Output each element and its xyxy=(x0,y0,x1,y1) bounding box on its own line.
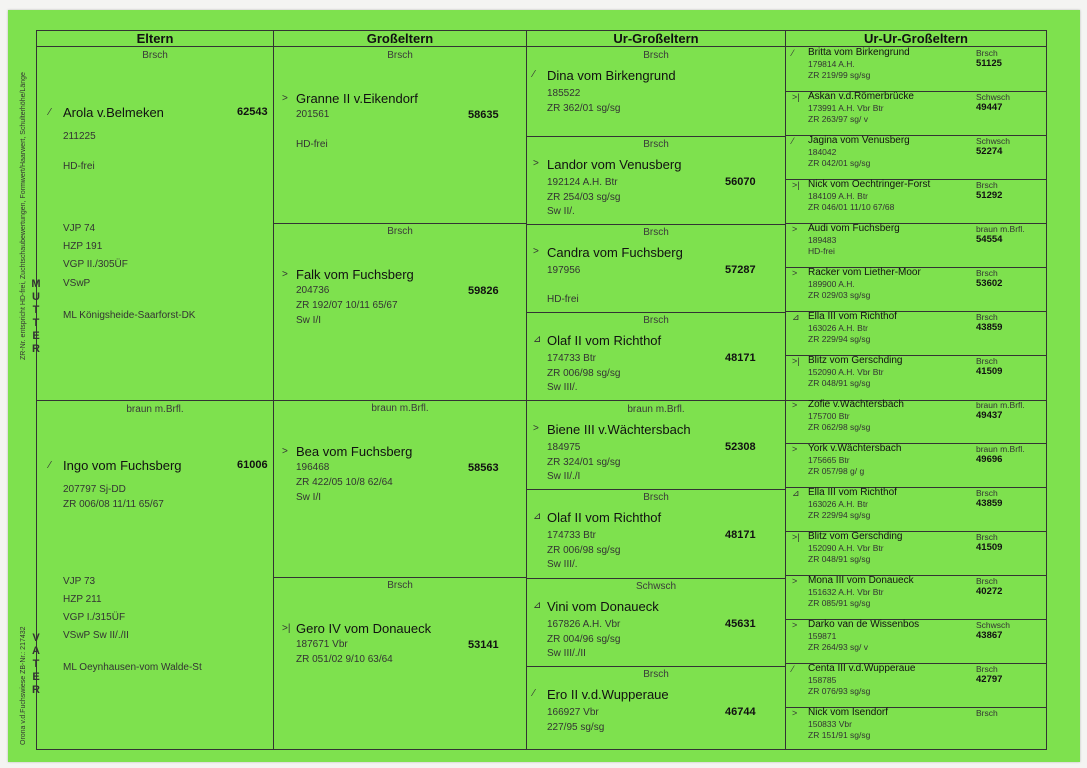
ggg-line2: ZR 263/97 sg/ v xyxy=(808,114,869,124)
ggg-line1: 163026 A.H. Btr xyxy=(808,499,869,509)
ggg-color: Brsch xyxy=(976,356,998,366)
ggg-line1: 152090 A.H. Vbr Btr xyxy=(808,367,884,377)
ggg-name: Racker vom Liether-Moor xyxy=(808,267,921,278)
great-grandparent-cell xyxy=(527,224,785,312)
great-grandparent-color: Brsch xyxy=(643,139,669,150)
great-grandparent-color: Schwsch xyxy=(635,581,676,592)
ggg-line1: 179814 A.H. xyxy=(808,59,855,69)
side-note-bottom: Orona v.d.Fuchswiese ZB-Nr.: 217432 xyxy=(20,626,27,745)
father-cell xyxy=(37,401,273,749)
great-great-grandparent-cell xyxy=(786,487,1046,531)
ggg-line2: HD-frei xyxy=(808,246,835,256)
great-grandparent-color: Brsch xyxy=(643,492,669,503)
ggg-color: Brsch xyxy=(976,180,998,190)
great-grandparent-number: 57287 xyxy=(725,264,756,276)
great-grandparent-cell xyxy=(527,489,785,578)
ggg-name: Mona III vom Donaueck xyxy=(808,575,914,586)
great-grandparent-cell xyxy=(527,136,785,224)
ggg-color: Brsch xyxy=(976,576,998,586)
ggg-line1: 159871 xyxy=(808,631,837,641)
mother-ml: ML Königsheide-Saarforst-DK xyxy=(63,310,196,321)
great-grandparent-number: 48171 xyxy=(725,352,756,364)
great-grandparent-name: Vini vom Donaueck xyxy=(547,599,659,614)
father-number: 61006 xyxy=(237,459,268,471)
ggg-color: Schwsch xyxy=(976,620,1011,630)
grandparent-line2: ZR 051/02 9/10 63/64 xyxy=(296,654,393,665)
grandparent-line1: 187671 Vbr xyxy=(296,639,348,650)
ggg-name: Zofie v.Wächtersbach xyxy=(808,399,904,410)
father-vswp: VSwP Sw II/./II xyxy=(63,630,129,641)
grandparent-line3: Sw I/I xyxy=(296,315,322,326)
ggg-name: York v.Wächtersbach xyxy=(808,443,902,454)
ggg-sex-mark: > xyxy=(792,268,798,278)
ggg-name: Britta vom Birkengrund xyxy=(808,47,910,58)
ggg-name: Blitz vom Gerschding xyxy=(808,355,903,366)
great-grandparent-line1: 166927 Vbr xyxy=(547,707,599,718)
grandparent-sex-mark: > xyxy=(282,269,288,280)
grandparent-line3: Sw I/I xyxy=(296,492,322,503)
ggg-color: braun m.Brfl. xyxy=(976,224,1025,234)
ggg-line2: ZR 229/94 sg/sg xyxy=(808,334,871,344)
header-ur-ur-grosseltern: Ur-Ur-Großeltern xyxy=(786,31,1046,47)
grandparent-number: 53141 xyxy=(468,639,499,651)
ggg-color: Brsch xyxy=(976,708,998,718)
ggg-line1: 184042 xyxy=(808,147,837,157)
great-grandparent-name: Landor vom Venusberg xyxy=(547,157,682,172)
great-great-grandparent-cell xyxy=(786,531,1046,575)
great-grandparent-sex-mark: ⊿ xyxy=(533,600,542,611)
great-grandparent-line1: 167826 A.H. Vbr xyxy=(547,619,621,630)
great-great-grandparent-cell xyxy=(786,267,1046,311)
great-grandparent-line1: 174733 Btr xyxy=(547,353,596,364)
label-vater: V A T E R xyxy=(32,632,40,696)
ggg-name: Jagina vom Venusberg xyxy=(808,135,910,146)
grandparent-number: 58563 xyxy=(468,462,499,474)
ggg-color: Brsch xyxy=(976,312,998,322)
great-grandparent-sex-mark: ⁄ xyxy=(533,688,535,699)
great-grandparent-name: Biene III v.Wächtersbach xyxy=(547,422,691,437)
header-ur-grosseltern: Ur-Großeltern xyxy=(527,31,785,47)
father-ml: ML Oeynhausen-vom Walde-St xyxy=(63,662,202,673)
ggg-line2: ZR 029/03 sg/sg xyxy=(808,290,871,300)
ggg-sex-mark: > xyxy=(792,708,798,718)
side-note-top: ZR-Nr. entspricht HD-frei, Zuchtschaubewertungen, Formwert/Haarwert, Schulterhöhe/Länge xyxy=(20,72,27,360)
ggg-line2: ZR 085/91 sg/sg xyxy=(808,598,871,608)
ggg-sex-mark: > xyxy=(792,400,798,410)
ggg-color: Brsch xyxy=(976,532,998,542)
ggg-sex-mark: ⊿ xyxy=(792,488,800,498)
great-great-grandparent-cell xyxy=(786,91,1046,135)
ggg-sex-mark: >| xyxy=(792,532,800,542)
ggg-line2: ZR 151/91 sg/sg xyxy=(808,730,871,740)
mother-name: Arola v.Belmeken xyxy=(63,105,164,120)
great-grandparent-sex-mark: > xyxy=(533,158,539,169)
ggg-number: 43859 xyxy=(976,498,1003,509)
grandparent-line3: HD-frei xyxy=(296,139,328,150)
great-grandparent-line1: 174733 Btr xyxy=(547,530,596,541)
father-vjp: VJP 73 xyxy=(63,576,96,587)
ggg-name: Nick vom Isendorf xyxy=(808,707,889,718)
great-grandparent-name: Olaf II vom Richthof xyxy=(547,510,662,525)
mother-vswp: VSwP xyxy=(63,278,91,289)
great-grandparent-line1: 184975 xyxy=(547,442,581,453)
great-grandparent-line3: Sw III/./II xyxy=(547,648,586,659)
ggg-line1: 150833 Vbr xyxy=(808,719,852,729)
ggg-line1: 173991 A.H. Vbr Btr xyxy=(808,103,884,113)
grandparent-number: 58635 xyxy=(468,109,499,121)
ggg-name: Blitz vom Gerschding xyxy=(808,531,903,542)
grandparent-name: Granne II v.Eikendorf xyxy=(296,91,418,106)
grandparent-line1: 204736 xyxy=(296,285,330,296)
ggg-name: Audi vom Fuchsberg xyxy=(808,223,900,234)
father-hzp: HZP 211 xyxy=(63,594,102,605)
grandparent-sex-mark: >| xyxy=(282,623,291,634)
father-reg: 207797 Sj-DD xyxy=(63,484,126,495)
great-great-grandparent-cell xyxy=(786,663,1046,707)
great-grandparent-line2: ZR 362/01 sg/sg xyxy=(547,103,621,114)
mother-number: 62543 xyxy=(237,106,268,118)
ggg-sex-mark: > xyxy=(792,576,798,586)
ggg-sex-mark: >| xyxy=(792,92,800,102)
mother-reg: 211225 xyxy=(63,131,96,142)
great-great-grandparent-cell xyxy=(786,619,1046,663)
ggg-name: Nick vom Oechtringer-Forst xyxy=(808,179,931,190)
grandparent-cell xyxy=(274,47,526,223)
great-great-grandparent-cell xyxy=(786,223,1046,267)
great-grandparent-color: Brsch xyxy=(643,50,669,61)
grandparent-color: Brsch xyxy=(387,226,413,237)
great-grandparent-line1: 185522 xyxy=(547,88,581,99)
grandparent-name: Gero IV vom Donaueck xyxy=(296,621,432,636)
great-grandparent-line1: 197956 xyxy=(547,265,581,276)
great-grandparent-name: Ero II v.d.Wupperaue xyxy=(547,687,669,702)
ggg-line1: 189483 xyxy=(808,235,837,245)
ggg-line1: 175700 Btr xyxy=(808,411,850,421)
ggg-name: Ella III vom Richthof xyxy=(808,487,897,498)
great-great-grandparent-cell xyxy=(786,355,1046,399)
great-great-grandparent-cell xyxy=(786,575,1046,619)
great-grandparent-name: Candra vom Fuchsberg xyxy=(547,245,683,260)
grandparent-cell xyxy=(274,400,526,577)
ggg-number: 54554 xyxy=(976,234,1003,245)
ggg-line1: 184109 A.H. Btr xyxy=(808,191,869,201)
great-grandparent-cell xyxy=(527,666,785,749)
grandparent-cell xyxy=(274,223,526,400)
ggg-line2: ZR 046/01 11/10 67/68 xyxy=(808,202,895,212)
grandparent-color: braun m.Brfl. xyxy=(371,403,429,414)
ggg-sex-mark: ⁄ xyxy=(792,136,794,146)
ggg-sex-mark: > xyxy=(792,620,798,630)
grandparent-name: Bea vom Fuchsberg xyxy=(296,444,413,459)
great-great-grandparent-cell xyxy=(786,399,1046,443)
great-great-grandparent-cell xyxy=(786,179,1046,223)
great-grandparent-line3: Sw III/. xyxy=(547,382,578,393)
grandparent-cell xyxy=(274,577,526,749)
ggg-number: 43859 xyxy=(976,322,1003,333)
ggg-color: Brsch xyxy=(976,268,998,278)
great-great-grandparent-cell xyxy=(786,443,1046,487)
great-grandparent-cell xyxy=(527,47,785,136)
great-great-grandparent-cell xyxy=(786,311,1046,355)
mother-vjp: VJP 74 xyxy=(63,223,96,234)
father-sex-mark: ⁄ xyxy=(49,460,51,471)
ggg-line2: ZR 048/91 sg/sg xyxy=(808,554,871,564)
ggg-sex-mark: > xyxy=(792,444,798,454)
great-grandparent-line3: Sw III/. xyxy=(547,559,578,570)
great-grandparent-number: 46744 xyxy=(725,706,756,718)
father-zr: ZR 006/08 11/11 65/67 xyxy=(63,499,164,510)
grandparent-line2: ZR 422/05 10/8 62/64 xyxy=(296,477,393,488)
great-grandparent-sex-mark: ⁄ xyxy=(533,69,535,80)
great-grandparent-line2: ZR 006/98 sg/sg xyxy=(547,545,621,556)
great-grandparent-number: 45631 xyxy=(725,618,756,630)
label-mutter: M U T T E R xyxy=(31,278,41,355)
mother-vgp: VGP II./305ÜF xyxy=(63,259,128,270)
ggg-line2: ZR 219/99 sg/sg xyxy=(808,70,871,80)
ggg-sex-mark: ⁄ xyxy=(792,48,794,58)
ggg-sex-mark: ⊿ xyxy=(792,312,800,322)
mother-hd: HD-frei xyxy=(63,161,95,172)
great-great-grandparent-cell xyxy=(786,47,1046,91)
great-great-grandparent-cell xyxy=(786,135,1046,179)
ggg-sex-mark: > xyxy=(792,224,798,234)
ggg-color: braun m.Brfl. xyxy=(976,444,1025,454)
ggg-number: 51125 xyxy=(976,58,1002,69)
ggg-number: 52274 xyxy=(976,146,1003,157)
ggg-line2: ZR 048/91 sg/sg xyxy=(808,378,871,388)
great-grandparent-color: braun m.Brfl. xyxy=(627,404,685,415)
ggg-name: Darko van de Wissenbos xyxy=(808,619,920,630)
ggg-line2: ZR 264/93 sg/ v xyxy=(808,642,869,652)
ggg-color: braun m.Brfl. xyxy=(976,400,1025,410)
father-vgp: VGP I./315ÜF xyxy=(63,612,126,623)
ggg-line1: 158785 xyxy=(808,675,837,685)
ggg-sex-mark: >| xyxy=(792,356,800,366)
great-grandparent-color: Brsch xyxy=(643,315,669,326)
great-grandparent-sex-mark: > xyxy=(533,246,539,257)
ggg-line2: ZR 076/93 sg/sg xyxy=(808,686,871,696)
ggg-name: Askan v.d.Römerbrücke xyxy=(808,91,914,102)
ggg-number: 51292 xyxy=(976,190,1003,201)
grandparent-sex-mark: > xyxy=(282,446,288,457)
grandparent-line2: ZR 192/07 10/11 65/67 xyxy=(296,300,398,311)
ggg-number: 49437 xyxy=(976,410,1003,421)
great-grandparent-color: Brsch xyxy=(643,669,669,680)
great-grandparent-line2: ZR 004/96 sg/sg xyxy=(547,634,621,645)
ggg-number: 49447 xyxy=(976,102,1003,113)
great-grandparent-name: Olaf II vom Richthof xyxy=(547,333,662,348)
father-name: Ingo vom Fuchsberg xyxy=(63,458,182,473)
ggg-line2: ZR 229/94 sg/sg xyxy=(808,510,871,520)
great-grandparent-line3: Sw II/./I xyxy=(547,471,581,482)
ggg-name: Centa III v.d.Wupperaue xyxy=(808,663,916,674)
great-grandparent-line1: 192124 A.H. Btr xyxy=(547,177,618,188)
ggg-line2: ZR 062/98 sg/sg xyxy=(808,422,871,432)
grandparent-sex-mark: > xyxy=(282,93,288,104)
mother-color: Brsch xyxy=(142,50,168,61)
ggg-line1: 163026 A.H. Btr xyxy=(808,323,869,333)
great-grandparent-line3: HD-frei xyxy=(547,294,579,305)
grandparent-line1: 201561 xyxy=(296,109,330,120)
header-grosseltern: Großeltern xyxy=(274,31,526,47)
ggg-number: 41509 xyxy=(976,542,1003,553)
great-grandparent-line2: 227/95 sg/sg xyxy=(547,722,605,733)
great-great-grandparent-cell xyxy=(786,707,1046,749)
ggg-sex-mark: >| xyxy=(792,180,800,190)
great-grandparent-color: Brsch xyxy=(643,227,669,238)
great-grandparent-sex-mark: ⊿ xyxy=(533,511,542,522)
grandparent-name: Falk vom Fuchsberg xyxy=(296,267,414,282)
ggg-line2: ZR 057/98 g/ g xyxy=(808,466,865,476)
pedigree-table xyxy=(36,30,1047,750)
ggg-color: Brsch xyxy=(976,48,998,58)
ggg-number: 53602 xyxy=(976,278,1003,289)
header-eltern: Eltern xyxy=(37,31,273,47)
great-grandparent-line2: ZR 254/03 sg/sg xyxy=(547,192,621,203)
great-grandparent-line2: ZR 006/98 sg/sg xyxy=(547,368,621,379)
great-grandparent-number: 52308 xyxy=(725,441,756,453)
mother-hzp: HZP 191 xyxy=(63,241,103,252)
great-grandparent-number: 56070 xyxy=(725,176,756,188)
grandparent-color: Brsch xyxy=(387,580,413,591)
ggg-number: 43867 xyxy=(976,630,1003,641)
great-grandparent-name: Dina vom Birkengrund xyxy=(547,68,676,83)
ggg-color: Brsch xyxy=(976,488,998,498)
ggg-color: Schwsch xyxy=(976,136,1011,146)
ggg-line1: 175665 Btr xyxy=(808,455,850,465)
mother-sex-mark: ⁄ xyxy=(49,107,51,118)
great-grandparent-number: 48171 xyxy=(725,529,756,541)
great-grandparent-line2: ZR 324/01 sg/sg xyxy=(547,457,621,468)
great-grandparent-cell xyxy=(527,312,785,401)
great-grandparent-sex-mark: ⊿ xyxy=(533,334,542,345)
ggg-sex-mark: ⁄ xyxy=(792,664,794,674)
grandparent-color: Brsch xyxy=(387,50,413,61)
ggg-line2: ZR 042/01 sg/sg xyxy=(808,158,871,168)
ggg-number: 42797 xyxy=(976,674,1003,685)
great-grandparent-cell xyxy=(527,578,785,666)
ggg-line1: 189900 A.H. xyxy=(808,279,855,289)
ggg-name: Ella III vom Richthof xyxy=(808,311,897,322)
father-color: braun m.Brfl. xyxy=(126,404,184,415)
grandparent-line1: 196468 xyxy=(296,462,330,473)
ggg-color: Brsch xyxy=(976,664,998,674)
ggg-line1: 151632 A.H. Vbr Btr xyxy=(808,587,884,597)
ggg-number: 49696 xyxy=(976,454,1003,465)
great-grandparent-line3: Sw II/. xyxy=(547,206,575,217)
great-grandparent-sex-mark: > xyxy=(533,423,539,434)
great-grandparent-cell xyxy=(527,401,785,489)
ggg-line1: 152090 A.H. Vbr Btr xyxy=(808,543,884,553)
mother-cell xyxy=(37,47,273,400)
ggg-number: 41509 xyxy=(976,366,1003,377)
ggg-color: Schwsch xyxy=(976,92,1011,102)
ggg-number: 40272 xyxy=(976,586,1003,597)
grandparent-number: 59826 xyxy=(468,285,499,297)
